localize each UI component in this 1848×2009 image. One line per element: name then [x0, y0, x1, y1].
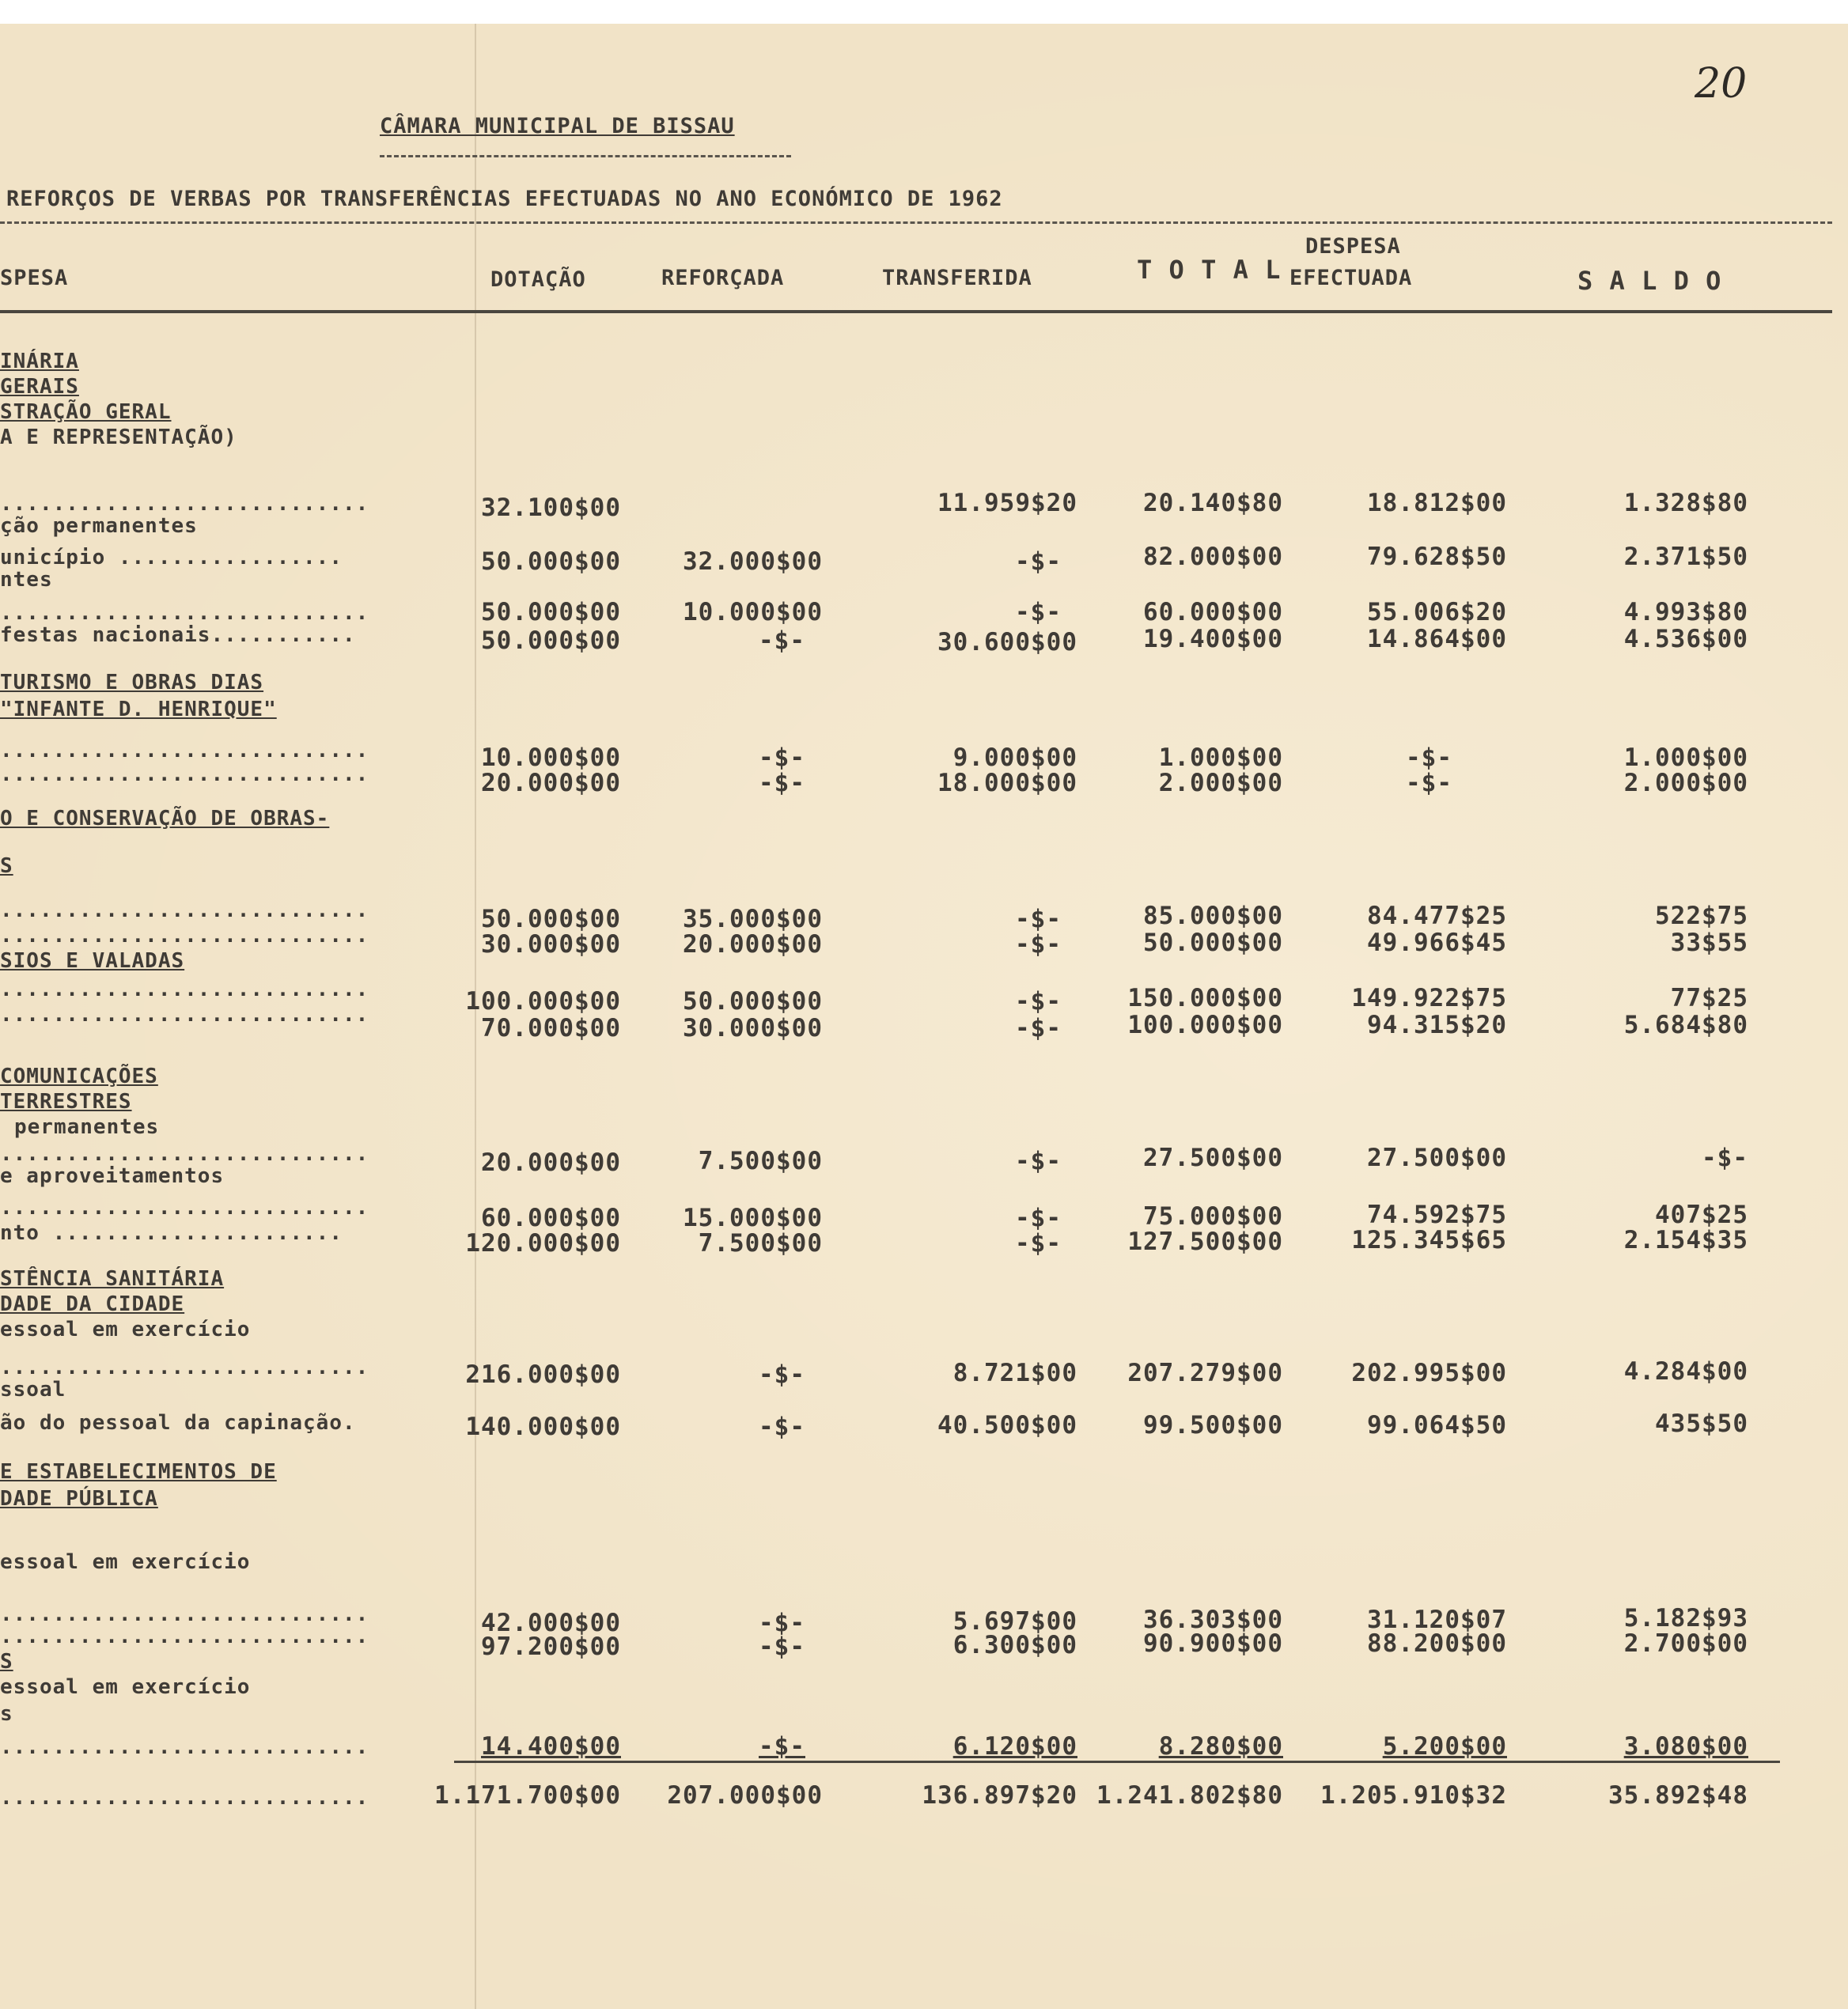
paper-fold: [475, 24, 476, 2009]
cell-dotacao: 42.000$00: [481, 1609, 621, 1637]
cell-despesa: 14.864$00: [1367, 625, 1507, 653]
row-label: STÊNCIA SANITÁRIA: [0, 1267, 225, 1291]
cell-transferida: 9.000$00: [952, 743, 1077, 772]
cell-saldo: 3.080$00: [1623, 1732, 1748, 1761]
cell-transferida: -$-: [1015, 547, 1062, 576]
cell-total: 20.140$80: [1143, 489, 1283, 517]
cell-saldo: 2.700$00: [1623, 1629, 1748, 1658]
cell-transferida: -$-: [1015, 930, 1062, 959]
row-label: ão do pessoal da capinação.: [0, 1411, 356, 1435]
cell-dotacao: 60.000$00: [481, 1204, 621, 1232]
cell-reforcada: -$-: [759, 1360, 805, 1389]
row-label: A E REPRESENTAÇÃO): [0, 426, 237, 449]
subtotal-rule: [454, 1761, 1780, 1763]
row-label: essoal em exercício: [0, 1318, 251, 1341]
document-sheet: [0, 24, 1848, 2009]
cell-transferida: -$-: [1015, 1229, 1062, 1258]
cell-total: 82.000$00: [1143, 543, 1283, 571]
row-label: DADE DA CIDADE: [0, 1292, 185, 1316]
row-label: ............................: [0, 1735, 369, 1759]
cell-transferida: -$-: [1015, 1204, 1062, 1232]
cell-reforcada: 10.000$00: [683, 598, 823, 626]
row-label: ............................: [0, 1142, 369, 1166]
cell-total: 2.000$00: [1158, 769, 1283, 797]
cell-saldo: 522$75: [1655, 902, 1748, 930]
cell-total: 75.000$00: [1143, 1202, 1283, 1231]
row-label: "INFANTE D. HENRIQUE": [0, 698, 277, 721]
cell-reforcada: -$-: [759, 1609, 805, 1637]
cell-transferida: 30.600$00: [937, 628, 1077, 656]
col-header-saldo: S A L D O: [1577, 266, 1722, 296]
cell-reforcada: -$-: [759, 1633, 805, 1661]
cell-despesa: 94.315$20: [1367, 1011, 1507, 1039]
cell-transferida: 18.000$00: [937, 769, 1077, 797]
cell-reforcada: 7.500$00: [698, 1147, 823, 1175]
cell-reforcada: 32.000$00: [683, 547, 823, 576]
cell-dotacao: 10.000$00: [481, 743, 621, 772]
title-underline: [380, 155, 791, 157]
cell-saldo: 5.182$93: [1623, 1604, 1748, 1633]
cell-saldo: 4.536$00: [1623, 625, 1748, 653]
cell-reforcada: 20.000$00: [683, 930, 823, 959]
cell-transferida: -$-: [1015, 598, 1062, 626]
row-label: ............................: [0, 1003, 369, 1027]
total-reforcada: 207.000$00: [667, 1781, 823, 1810]
cell-dotacao: 20.000$00: [481, 1148, 621, 1177]
row-label: festas nacionais...........: [0, 623, 356, 647]
row-label: ntes: [0, 568, 53, 592]
cell-total: 50.000$00: [1143, 929, 1283, 957]
cell-despesa: 49.966$45: [1367, 929, 1507, 957]
row-label: essoal em exercício: [0, 1550, 251, 1574]
total-total: 1.241.802$80: [1096, 1781, 1283, 1810]
row-label: ............................: [0, 1625, 369, 1648]
row-label: O E CONSERVAÇÃO DE OBRAS-: [0, 807, 330, 830]
row-label: ............................: [0, 492, 369, 516]
cell-transferida: 6.300$00: [952, 1631, 1077, 1659]
cell-reforcada: 15.000$00: [683, 1204, 823, 1232]
cell-dotacao: 97.200$00: [481, 1633, 621, 1661]
handwritten-page-number: 20: [1695, 60, 1748, 108]
col-header-despesa-efectuada-1: DESPESA: [1305, 234, 1401, 259]
cell-total: 1.000$00: [1158, 743, 1283, 772]
cell-reforcada: -$-: [759, 626, 805, 655]
header-rule: [0, 310, 1832, 313]
cell-despesa: 18.812$00: [1367, 489, 1507, 517]
cell-dotacao: 70.000$00: [481, 1014, 621, 1042]
cell-dotacao: 32.100$00: [481, 494, 621, 522]
cell-total: 207.279$00: [1127, 1359, 1283, 1387]
cell-transferida: 11.959$20: [937, 489, 1077, 517]
cell-dotacao: 120.000$00: [465, 1229, 621, 1258]
cell-transferida: 6.120$00: [952, 1732, 1077, 1761]
row-label: ............................: [0, 899, 369, 922]
row-label: nto ......................: [0, 1221, 343, 1245]
cell-saldo: 4.993$80: [1623, 598, 1748, 626]
row-label: unicípio .................: [0, 546, 343, 569]
cell-despesa: 5.200$00: [1382, 1732, 1507, 1761]
cell-reforcada: -$-: [759, 743, 805, 772]
col-header-despesa-efectuada-2: EFECTUADA: [1289, 266, 1413, 290]
cell-total: 90.900$00: [1143, 1629, 1283, 1658]
cell-saldo: 2.371$50: [1623, 543, 1748, 571]
cell-total: 19.400$00: [1143, 625, 1283, 653]
cell-despesa: 74.592$75: [1367, 1201, 1507, 1229]
row-label: s: [0, 1702, 13, 1726]
cell-transferida: -$-: [1015, 1014, 1062, 1042]
cell-dotacao: 100.000$00: [465, 987, 621, 1016]
cell-dotacao: 140.000$00: [465, 1413, 621, 1441]
cell-total: 27.500$00: [1143, 1144, 1283, 1172]
row-label: E ESTABELECIMENTOS DE: [0, 1460, 277, 1484]
total-transferida: 136.897$20: [922, 1781, 1077, 1810]
cell-saldo: 1.000$00: [1623, 743, 1748, 772]
cell-transferida: 5.697$00: [952, 1607, 1077, 1636]
cell-saldo: 4.284$00: [1623, 1357, 1748, 1386]
row-label: ssoal: [0, 1378, 66, 1402]
cell-total: 100.000$00: [1127, 1011, 1283, 1039]
col-header-dotacao: DOTAÇÃO: [490, 267, 586, 292]
cell-despesa: -$-: [1406, 743, 1452, 772]
cell-despesa: 88.200$00: [1367, 1629, 1507, 1658]
cell-dotacao: 216.000$00: [465, 1360, 621, 1389]
cell-reforcada: -$-: [759, 1413, 805, 1441]
cell-reforcada: -$-: [759, 769, 805, 797]
document-subtitle: REFORÇOS DE VERBAS POR TRANSFERÊNCIAS EFECTUADAS NO ANO ECONÓMICO DE 1962: [6, 187, 1003, 211]
cell-total: 99.500$00: [1143, 1411, 1283, 1440]
row-label: ............................: [0, 1356, 369, 1379]
row-label: TERRESTRES: [0, 1090, 132, 1114]
cell-saldo: -$-: [1702, 1144, 1748, 1172]
cell-dotacao: 50.000$00: [481, 905, 621, 933]
cell-despesa: 149.922$75: [1351, 984, 1507, 1012]
cell-total: 60.000$00: [1143, 598, 1283, 626]
row-label: DADE PÚBLICA: [0, 1487, 158, 1511]
cell-dotacao: 50.000$00: [481, 547, 621, 576]
cell-dotacao: 20.000$00: [481, 769, 621, 797]
cell-despesa: 55.006$20: [1367, 598, 1507, 626]
cell-reforcada: 50.000$00: [683, 987, 823, 1016]
cell-saldo: 2.154$35: [1623, 1226, 1748, 1254]
row-label: permanentes: [14, 1115, 160, 1139]
col-header-transferida: TRANSFERIDA: [882, 266, 1032, 290]
cell-saldo: 435$50: [1655, 1409, 1748, 1438]
cell-reforcada: 35.000$00: [683, 905, 823, 933]
cell-total: 36.303$00: [1143, 1606, 1283, 1634]
row-label: INÁRIA: [0, 350, 79, 373]
total-row-label: ............................: [0, 1786, 369, 1810]
cell-transferida: 8.721$00: [952, 1359, 1077, 1387]
total-despesa: 1.205.910$32: [1320, 1781, 1507, 1810]
row-label: ............................: [0, 978, 369, 1001]
cell-dotacao: 30.000$00: [481, 930, 621, 959]
cell-reforcada: 7.500$00: [698, 1229, 823, 1258]
cell-despesa: -$-: [1406, 769, 1452, 797]
row-label: COMUNICAÇÕES: [0, 1065, 158, 1088]
cell-despesa: 99.064$50: [1367, 1411, 1507, 1440]
cell-reforcada: -$-: [759, 1732, 805, 1761]
row-label: STRAÇÃO GERAL: [0, 400, 172, 424]
cell-despesa: 31.120$07: [1367, 1606, 1507, 1634]
cell-saldo: 2.000$00: [1623, 769, 1748, 797]
row-label: ção permanentes: [0, 514, 198, 538]
row-label: TURISMO E OBRAS DIAS: [0, 671, 264, 694]
row-label: e aproveitamentos: [0, 1164, 225, 1188]
cell-total: 85.000$00: [1143, 902, 1283, 930]
document-title: CÂMARA MUNICIPAL DE BISSAU: [380, 114, 735, 138]
cell-dotacao: 50.000$00: [481, 598, 621, 626]
cell-total: 150.000$00: [1127, 984, 1283, 1012]
row-label: S: [0, 854, 13, 878]
total-dotacao: 1.171.700$00: [434, 1781, 621, 1810]
cell-despesa: 27.500$00: [1367, 1144, 1507, 1172]
cell-saldo: 33$55: [1670, 929, 1748, 957]
cell-despesa: 202.995$00: [1351, 1359, 1507, 1387]
cell-total: 8.280$00: [1158, 1732, 1283, 1761]
row-label: GERAIS: [0, 375, 79, 399]
row-label: ............................: [0, 601, 369, 625]
col-header-despesa: SPESA: [0, 266, 69, 290]
cell-saldo: 5.684$80: [1623, 1011, 1748, 1039]
cell-despesa: 125.345$65: [1351, 1226, 1507, 1254]
row-label: ............................: [0, 739, 369, 762]
cell-total: 127.500$00: [1127, 1228, 1283, 1256]
cell-dotacao: 14.400$00: [481, 1732, 621, 1761]
row-label: ............................: [0, 762, 369, 786]
cell-despesa: 79.628$50: [1367, 543, 1507, 571]
total-saldo: 35.892$48: [1608, 1781, 1748, 1810]
cell-despesa: 84.477$25: [1367, 902, 1507, 930]
cell-transferida: -$-: [1015, 987, 1062, 1016]
row-label: ............................: [0, 924, 369, 948]
cell-saldo: 1.328$80: [1623, 489, 1748, 517]
row-label: S: [0, 1650, 13, 1674]
row-label: essoal em exercício: [0, 1675, 251, 1699]
row-label: ............................: [0, 1196, 369, 1220]
cell-transferida: -$-: [1015, 1147, 1062, 1175]
row-label: ............................: [0, 1602, 369, 1626]
col-header-total: T O T A L: [1137, 255, 1282, 285]
cell-transferida: 40.500$00: [937, 1411, 1077, 1440]
cell-reforcada: 30.000$00: [683, 1014, 823, 1042]
subtitle-rule: [0, 221, 1832, 224]
cell-transferida: -$-: [1015, 905, 1062, 933]
row-label: SIOS E VALADAS: [0, 949, 185, 973]
cell-saldo: 77$25: [1670, 984, 1748, 1012]
cell-dotacao: 50.000$00: [481, 626, 621, 655]
cell-saldo: 407$25: [1655, 1201, 1748, 1229]
col-header-reforcada: REFORÇADA: [661, 266, 785, 290]
